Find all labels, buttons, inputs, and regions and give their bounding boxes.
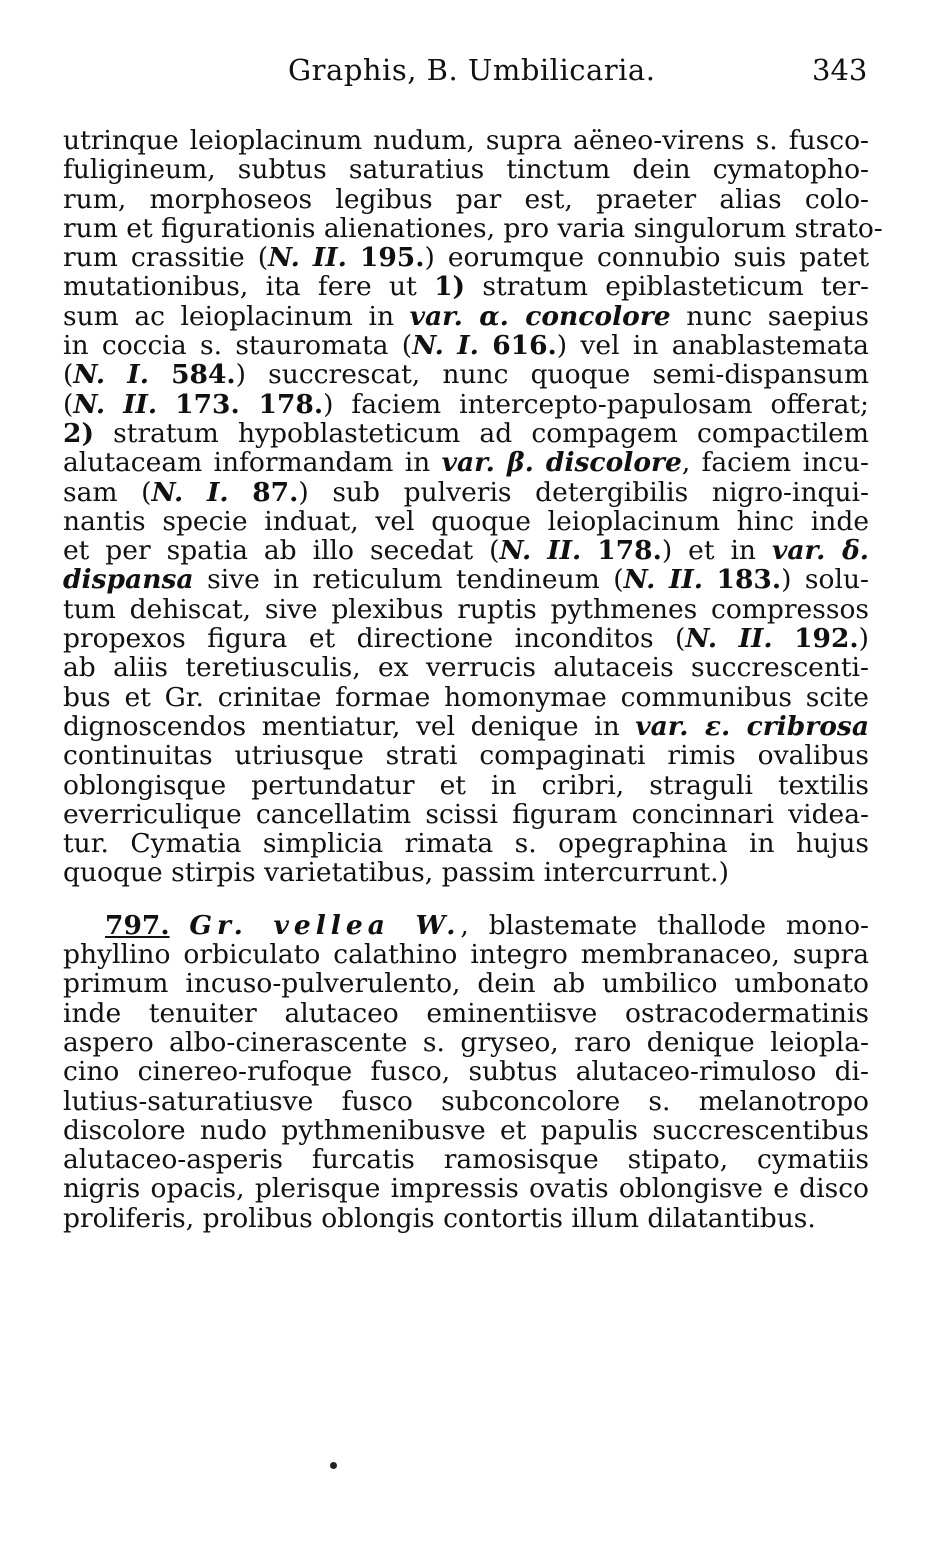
text-line: mutationibus, ita fere ut 1) stratum epiblasteticum ter- (63, 271, 869, 303)
text-line: cino cinereo-rufoque fusco, subtus alutaceo-rimuloso di- (63, 1056, 869, 1088)
page-number: 343 (812, 53, 868, 87)
species-name: Gr. vellea W. (189, 909, 461, 941)
text-line: 2) stratum hypoblasteticum ad compagem compactilem (63, 417, 869, 449)
text-line: dignoscendos mentiatur, vel denique in var. ε. cribrosa (63, 710, 870, 742)
text-line: sam (N. I. 87.) sub pulveris detergibilis nigro-inqui- (63, 476, 869, 508)
text-line: rum et figurationis alienationes, pro varia singulorum strato- (63, 212, 883, 244)
entry-number: 797. (105, 909, 170, 941)
text-line: phyllino orbiculato calathino integro membranaceo, supra (63, 939, 869, 971)
text-line: (N. II. 173. 178.) faciem intercepto-papulosam offerat; (63, 388, 869, 420)
text-line: rum, morphoseos legibus par est, praeter alias colo- (63, 183, 869, 215)
text-line: ab aliis teretiusculis, ex verrucis alutaceis succrescenti- (63, 652, 869, 684)
running-title: Graphis, B. Umbilicaria. (288, 53, 656, 87)
text-line: everriculique cancellatim scissi figuram concinnari videa- (63, 798, 869, 830)
text-line: sum ac leioplacinum in var. α. concolore nunc saepius (63, 300, 869, 332)
text-line: nantis specie induat, vel quoque leioplacinum hinc inde (63, 505, 869, 537)
text-line: oblongisque pertundatur et in cribri, straguli textilis (63, 769, 869, 801)
text-line: primum incuso-pulverulento, dein ab umbilico umbonato (63, 968, 869, 1000)
text-line: utrinque leioplacinum nudum, supra aëneo-virens s. fusco- (63, 125, 869, 156)
text-line: fuligineum, subtus saturatius tinctum dein cymatopho- (63, 154, 869, 186)
text-line: et per spatia ab illo secedat (N. II. 178.) et in var. δ. (63, 535, 869, 567)
text-line: lutius-saturatiusve fusco subconcolore s. melanotropo (63, 1085, 869, 1117)
text-line: aspero albo-cinerascente s. gryseo, raro denique leiopla- (63, 1026, 869, 1058)
text-line: bus et Gr. crinitae formae homonymae communibus scite (63, 681, 869, 713)
text-line: discolore nudo pythmenibusve et papulis succrescentibus (63, 1114, 869, 1146)
text-line: continuitas utriusque strati compaginati rimis ovalibus (63, 740, 869, 772)
text-line: tur. Cymatia simplicia rimata s. opegraphina in hujus (63, 828, 869, 860)
text-line: quoque stirpis varietatibus, passim intercurrunt.) (63, 857, 729, 889)
text-line: in coccia s. stauromata (N. I. 616.) vel in anablastemata (63, 330, 869, 362)
body-text (63, 125, 883, 1234)
text-line: rum crassitie (N. II. 195.) eorumque connubio suis patet (63, 242, 869, 274)
text-line: inde tenuiter alutaceo eminentiisve ostracodermatinis (63, 997, 869, 1029)
ink-speck (330, 1462, 337, 1469)
entry-first-line: 797. Gr. vellea W., blastemate thallode mono- (105, 909, 869, 941)
text-line: propexos figura et directione inconditos (N. II. 192.) (63, 623, 869, 655)
text-line: dispansa sive in reticulum tendineum (N. II. 183.) solu- (63, 564, 869, 596)
text-line: nigris opacis, plerisque impressis ovatis oblongisve e disco (63, 1173, 869, 1205)
text-line: alutaceo-asperis furcatis ramosisque stipato, cymatiis (63, 1144, 869, 1176)
text-line: proliferis, prolibus oblongis contortis illum dilatantibus. (63, 1202, 816, 1234)
text-line: tum dehiscat, sive plexibus ruptis pythmenes compressos (63, 593, 869, 625)
text-line: alutaceam informandam in var. β. discolore, faciem incu- (63, 447, 869, 479)
text-line: (N. I. 584.) succrescat, nunc quoque semi-dispansum (63, 359, 869, 391)
